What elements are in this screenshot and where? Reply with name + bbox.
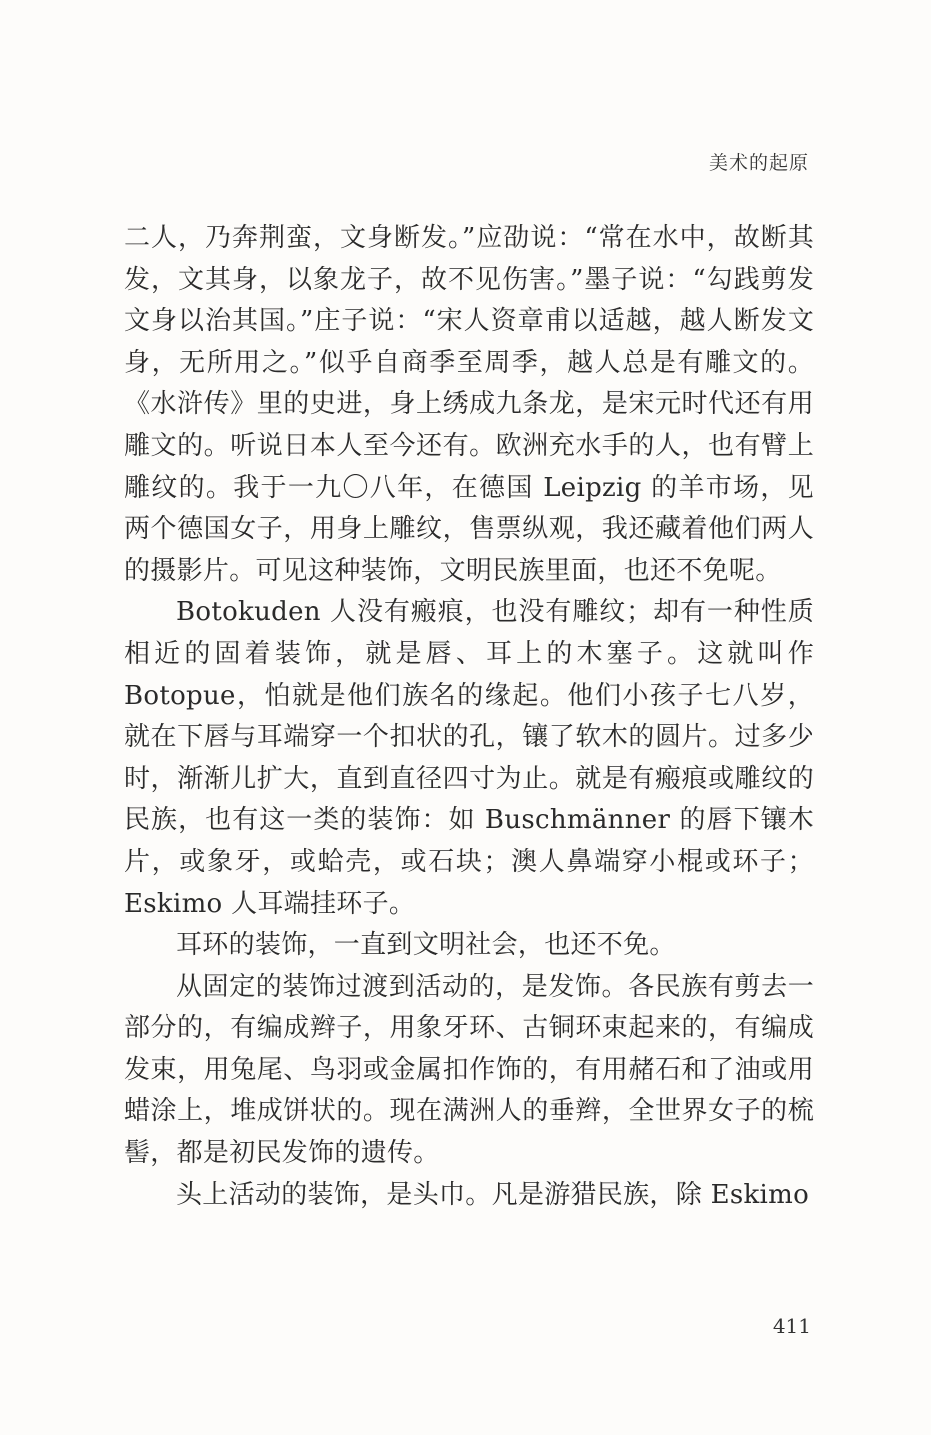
page-number: 411 bbox=[772, 1314, 811, 1338]
body-text bbox=[124, 218, 814, 1216]
paragraph-4: 从固定的装饰过渡到活动的，是发饰。各民族有剪去一部分的，有编成辫子，用象牙环、古铜环束起来的，有编成发束，用兔尾、鸟羽或金属扣作饰的，有用赭石和了油或用蜡涂上，堆成饼状的。现在满洲人的垂辫，全世界女子的梳髻，都是初民发饰的遗传。 bbox=[124, 971, 814, 1169]
paragraph-2: Botokuden 人没有瘢痕，也没有雕纹；却有一种性质相近的固着装饰，就是唇、耳上的木塞子。这就叫作 Botopue，怕就是他们族名的缘起。他们小孩子七八岁，就在下唇与耳端穿一个扣状的孔，镶了软木的圆片。过多少时，渐渐儿扩大，直到直径四寸为止。就是有瘢痕或雕纹的民族，也有这一类的装饰：如 Buschmänner 的唇下镶木片，或象牙，或蛤壳，或石块；澳人鼻端穿小棍或环子；Eskimo 人耳端挂环子。 bbox=[124, 597, 814, 919]
running-header: 美术的起原 bbox=[708, 152, 809, 174]
paragraph-1: 二人，乃奔荆蛮，文身断发。”应劭说：“常在水中，故断其发，文其身，以象龙子，故不见伤害。”墨子说：“勾践剪发文身以治其国。”庄子说：“宋人资章甫以适越，越人断发文身，无所用之。”似乎自商季至周季，越人总是有雕文的。《水浒传》里的史进，身上绣成九条龙，是宋元时代还有用雕文的。听说日本人至今还有。欧洲充水手的人，也有臂上雕纹的。我于一九〇八年，在德国 Leipzig 的羊市场，见两个德国女子，用身上雕纹，售票纵观，我还藏着他们两人的摄影片。可见这种装饰，文明民族里面，也还不免呢。 bbox=[124, 223, 814, 586]
paragraph-3: 耳环的装饰，一直到文明社会，也还不免。 bbox=[176, 930, 676, 961]
paragraph-5: 头上活动的装饰，是头巾。凡是游猎民族，除 Eskimo bbox=[176, 1179, 810, 1210]
